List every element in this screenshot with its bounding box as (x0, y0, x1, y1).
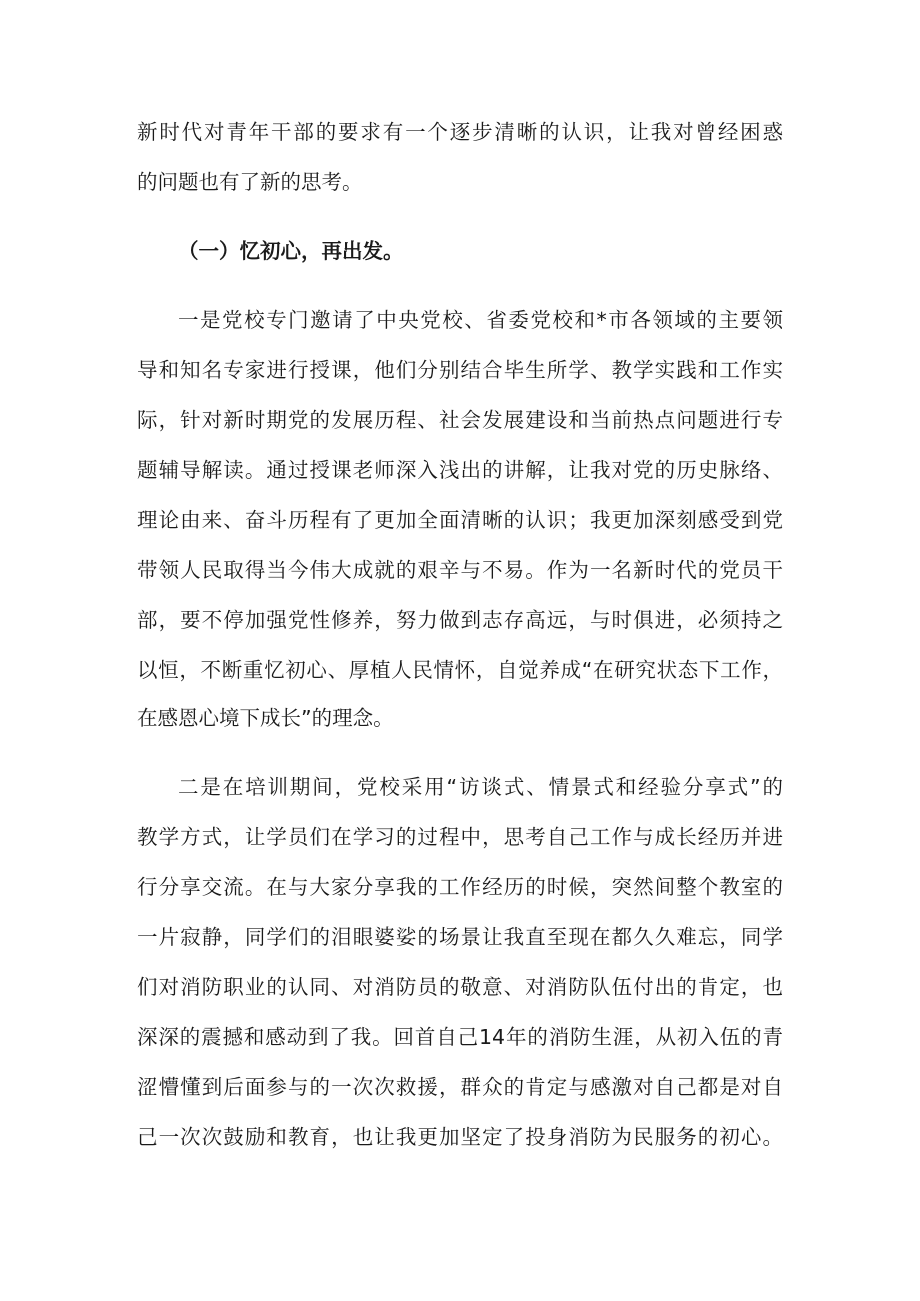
paragraph-2-line-7: 涩懵懂到后面参与的一次次救援，群众的肯定与感激对自己都是对自 (137, 1075, 783, 1099)
paragraph-1-line-2: 导和知名专家进行授课，他们分别结合毕生所学、教学实践和工作实 (137, 358, 783, 382)
paragraph-1-line-3: 际，针对新时期党的发展历程、社会发展建设和当前热点问题进行专 (137, 408, 783, 432)
paragraph-2-line-1: 二是在培训期间，党校采用“访谈式、情景式和经验分享式”的 (178, 775, 783, 799)
paragraph-2-line-8: 己一次次鼓励和教育，也让我更加坚定了投身消防为民服务的初心。 (137, 1125, 783, 1149)
paragraph-1-line-8: 以恒，不断重忆初心、厚植人民情怀，自觉养成“在研究状态下工作， (137, 658, 783, 682)
paragraph-2-line-3: 行分享交流。在与大家分享我的工作经历的时候，突然间整个教室的 (137, 875, 783, 899)
paragraph-1-line-5: 理论由来、奋斗历程有了更加全面清晰的认识；我更加深刻感受到党 (137, 508, 783, 532)
paragraph-1-line-4: 题辅导解读。通过授课老师深入浅出的讲解，让我对党的历史脉络、 (137, 458, 783, 482)
paragraph-1-line-1: 一是党校专门邀请了中央党校、省委党校和*市各领域的主要领 (178, 308, 783, 332)
intro-line-1: 新时代对青年干部的要求有一个逐步清晰的认识，让我对曾经困惑 (137, 120, 783, 144)
paragraph-2-line-5: 们对消防职业的认同、对消防员的敬意、对消防队伍付出的肯定，也 (137, 975, 783, 999)
paragraph-1-line-7: 部，要不停加强党性修养，努力做到志存高远，与时俱进，必须持之 (137, 608, 783, 632)
paragraph-2-line-4: 一片寂静，同学们的泪眼婆娑的场景让我直至现在都久久难忘，同学 (137, 925, 783, 949)
paragraph-1-line-6: 带领人民取得当今伟大成就的艰辛与不易。作为一名新时代的党员干 (137, 558, 783, 582)
section-heading: （一）忆初心，再出发。 (178, 239, 404, 263)
intro-line-2: 的问题也有了新的思考。 (137, 170, 363, 194)
paragraph-1-line-9: 在感恩心境下成长”的理念。 (137, 706, 394, 730)
paragraph-2-line-6: 深深的震撼和感动到了我。回首自己14年的消防生涯，从初入伍的青 (137, 1025, 783, 1049)
paragraph-2-line-2: 教学方式，让学员们在学习的过程中，思考自己工作与成长经历并进 (137, 825, 783, 849)
